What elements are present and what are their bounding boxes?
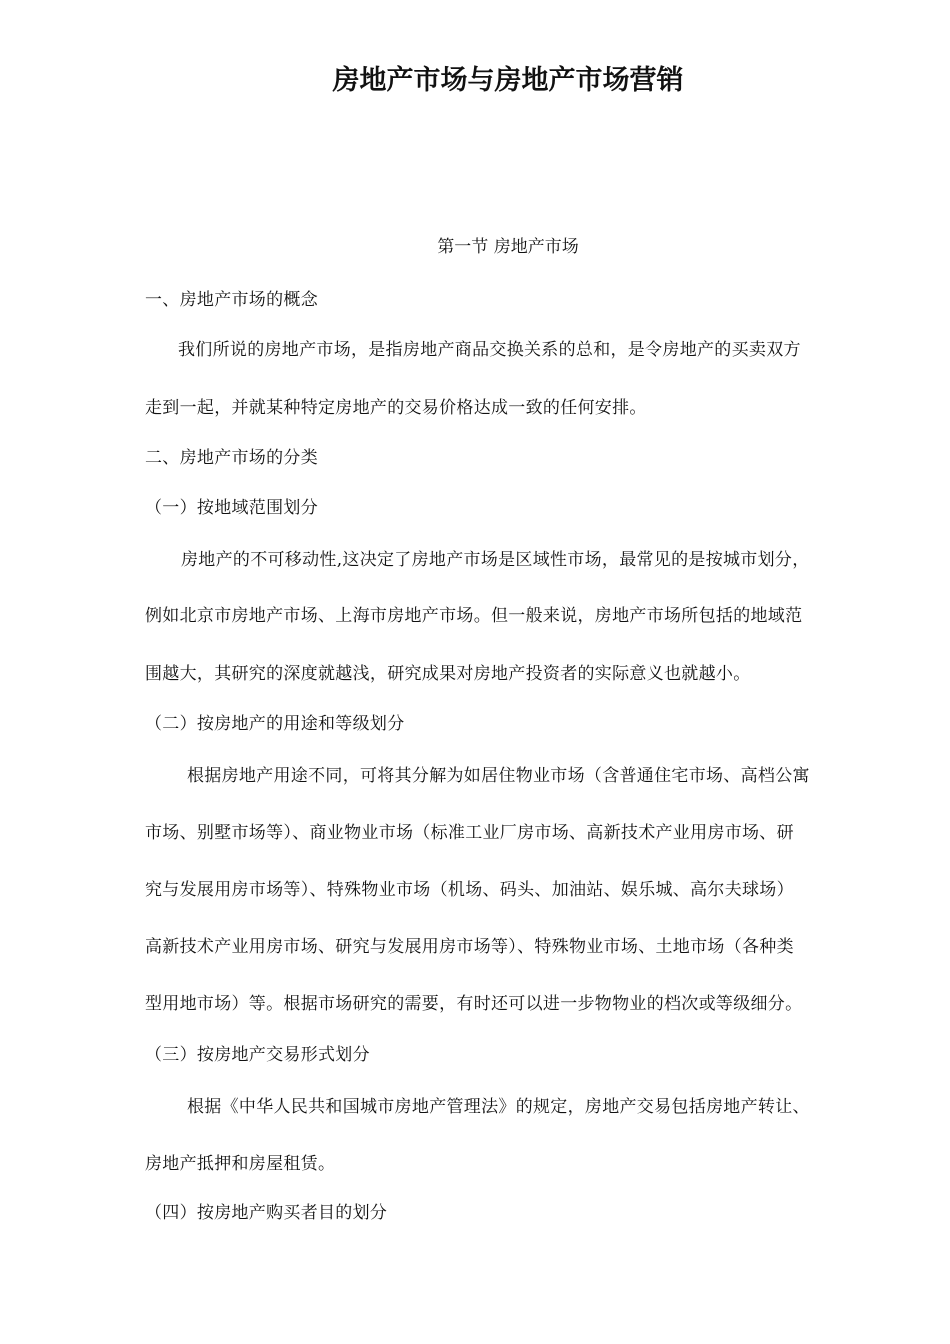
subheading-transaction: （三）按房地产交易形式划分 — [145, 1045, 370, 1065]
paragraph-line: 根据房地产用途不同，可将其分解为如居住物业市场（含普通住宅市场、高档公寓 — [187, 766, 810, 786]
subheading-usage: （二）按房地产的用途和等级划分 — [145, 714, 405, 734]
paragraph-line: 走到一起，并就某种特定房地产的交易价格达成一致的任何安排。 — [145, 398, 647, 418]
section-heading: 第一节 房地产市场 — [437, 237, 579, 257]
paragraph-line: 根据《中华人民共和国城市房地产管理法》的规定，房地产交易包括房地产转让、 — [187, 1097, 810, 1117]
paragraph-line: 究与发展用房市场等）、特殊物业市场（机场、码头、加油站、娱乐城、高尔夫球场） — [145, 880, 794, 900]
paragraph-line: 房地产抵押和房屋租赁。 — [145, 1154, 336, 1174]
paragraph-line: 房地产的不可移动性,这决定了房地产市场是区域性市场，最常见的是按城市划分， — [181, 550, 810, 570]
heading-concept: 一、房地产市场的概念 — [145, 290, 318, 310]
heading-classification: 二、房地产市场的分类 — [145, 448, 318, 468]
subheading-buyer-purpose: （四）按房地产购买者目的划分 — [145, 1203, 388, 1223]
paragraph-line: 型用地市场）等。根据市场研究的需要，有时还可以进一步物物业的档次或等级细分。 — [145, 994, 803, 1014]
paragraph-line: 例如北京市房地产市场、上海市房地产市场。但一般来说，房地产市场所包括的地域范 — [145, 606, 803, 626]
paragraph-line: 我们所说的房地产市场，是指房地产商品交换关系的总和，是令房地产的买卖双方 — [178, 340, 801, 360]
paragraph-line: 市场、别墅市场等）、商业物业市场（标准工业厂房市场、高新技术产业用房市场、研 — [145, 823, 794, 843]
document-title: 房地产市场与房地产市场营销 — [332, 65, 684, 96]
subheading-region: （一）按地域范围划分 — [145, 498, 318, 518]
paragraph-line: 高新技术产业用房市场、研究与发展用房市场等）、特殊物业市场、土地市场（各种类 — [145, 937, 794, 957]
paragraph-line: 围越大，其研究的深度就越浅，研究成果对房地产投资者的实际意义也就越小。 — [145, 664, 751, 684]
